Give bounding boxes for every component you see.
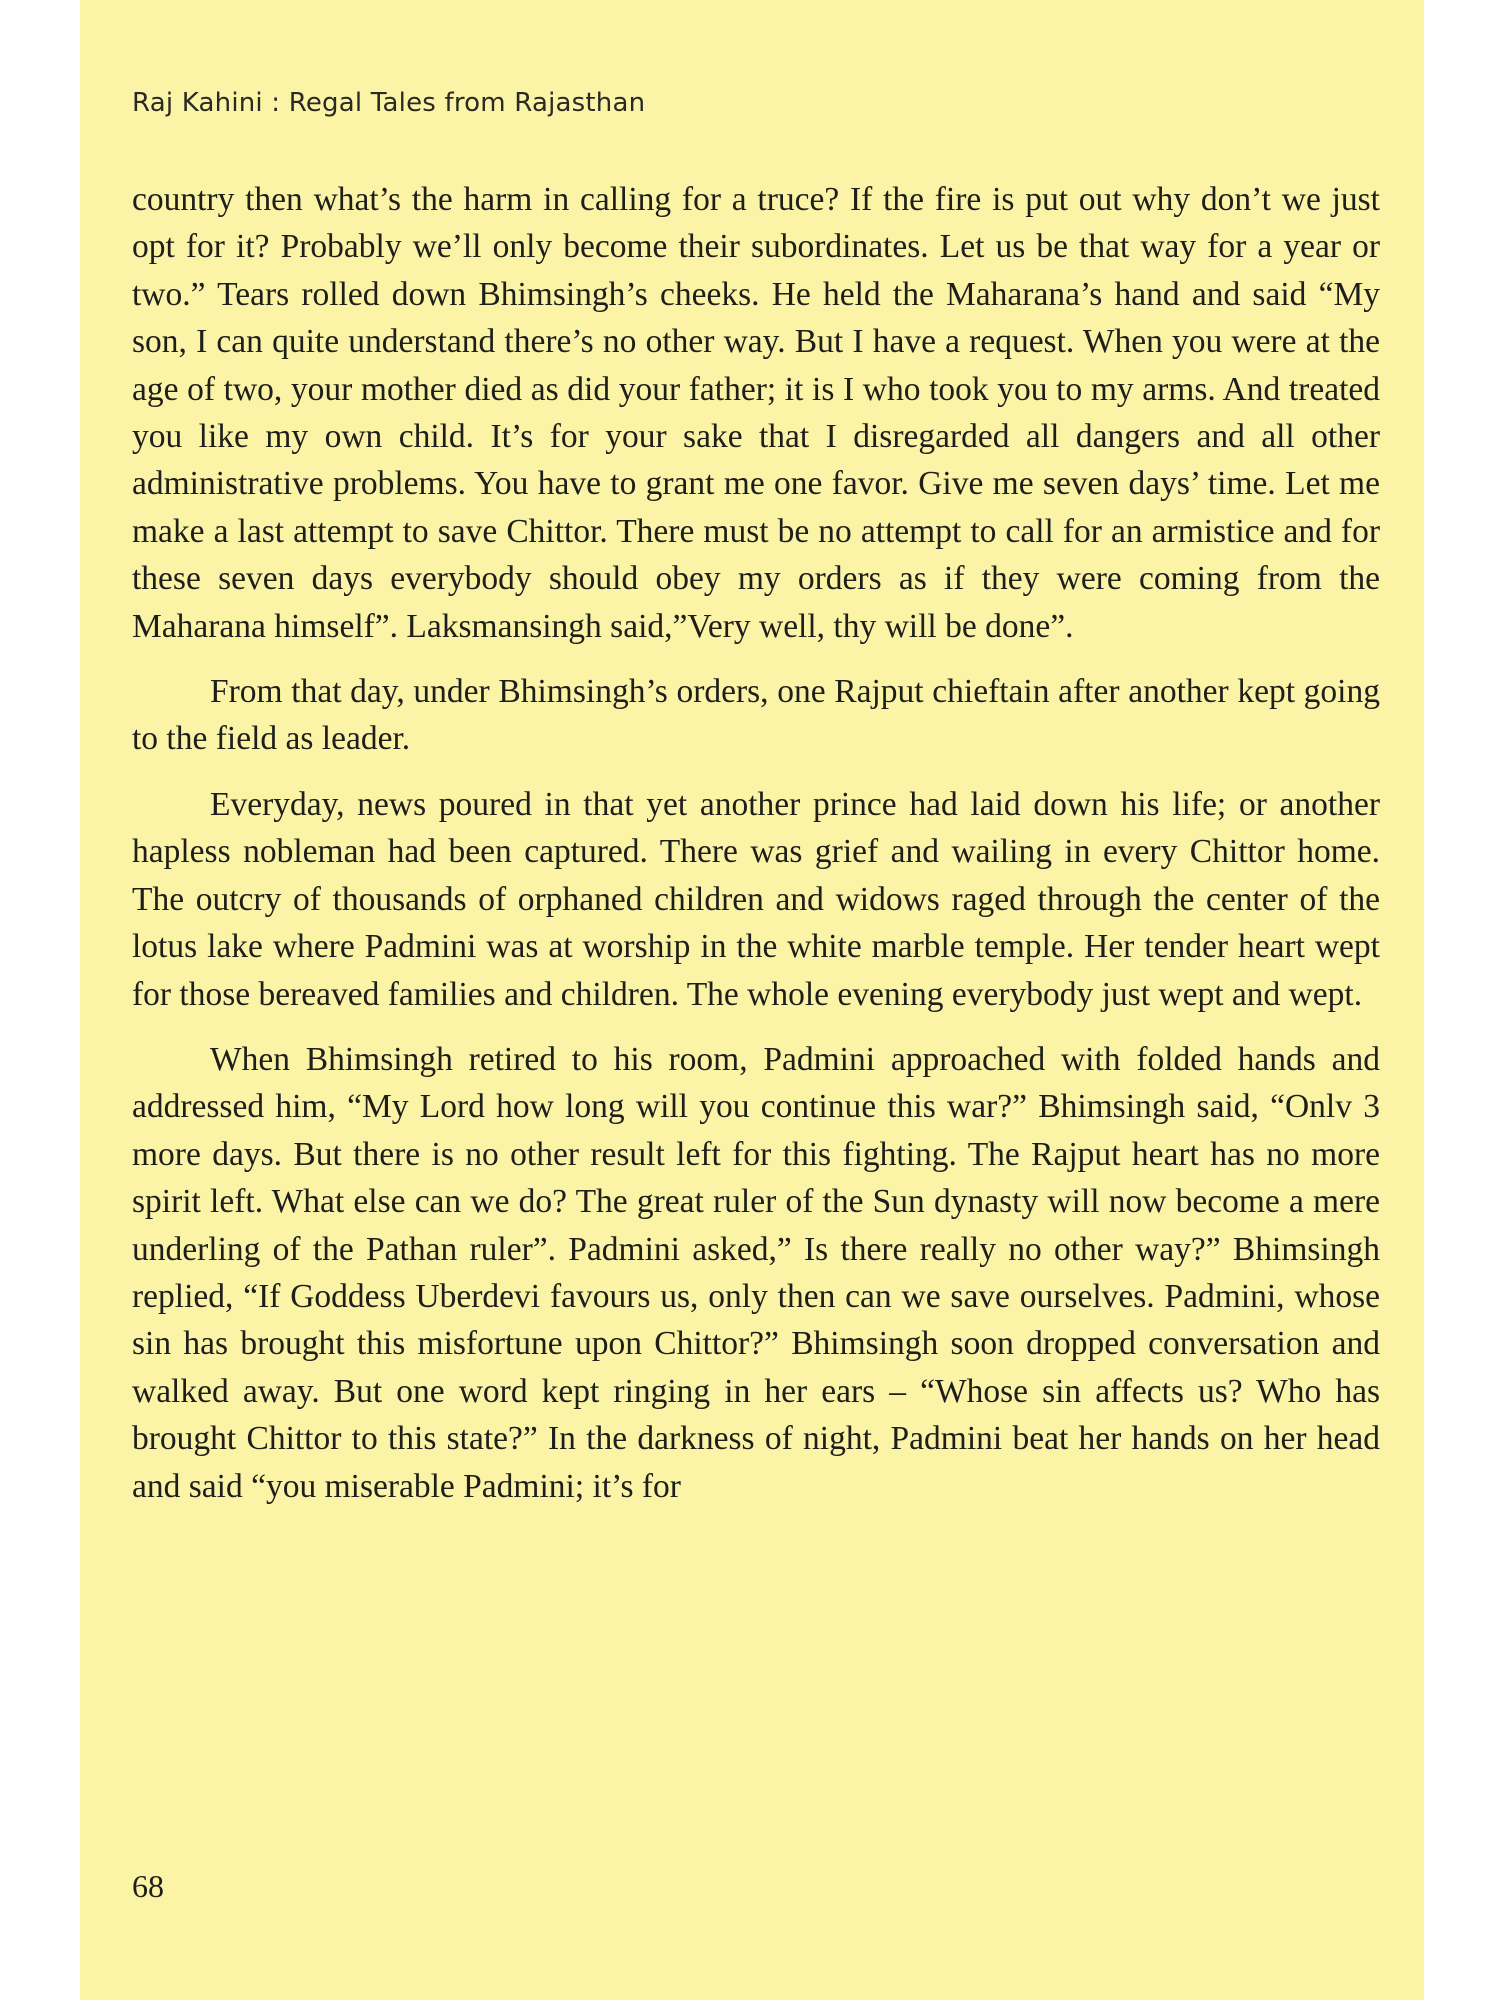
paragraph: From that day, under Bhimsingh’s orders, one Rajput chieftain after another kept going to the field as leader. xyxy=(132,673,1380,758)
body-text xyxy=(132,176,1380,1510)
page-number: 68 xyxy=(132,1868,164,1904)
running-header: Raj Kahini : Regal Tales from Rajasthan xyxy=(132,88,646,118)
book-page xyxy=(80,0,1424,2000)
paragraph: country then what’s the harm in calling for a truce? If the fire is put out why don’t we just opt for it? Probably we’ll only become their subordinates. Let us be that way for a year or two.” Tears rolled down Bhimsingh’s cheeks. He held the Maharana’s hand and said “My son, I can quite understand there’s no other way. But I have a request. When you were at the age of two, your mother died as did your father; it is I who took you to my arms. And treated you like my own child. It’s for your sake that I disregarded all dangers and all other administrative problems. You have to grant me one favor. Give me seven days’ time. Let me make a last attempt to save Chittor. There must be no attempt to call for an armistice and for these seven days everybody should obey my orders as if they were coming from the Maharana himself”. Laksmansingh said,”Very well, thy will be done”. xyxy=(132,181,1380,645)
paragraph: When Bhimsingh retired to his room, Padmini approached with folded hands and addressed him, “My Lord how long will you continue this war?” Bhimsingh said, “Onlv 3 more days. But there is no other result left for this fighting. The Rajput heart has no more spirit left. What else can we do? The great ruler of the Sun dynasty will now become a mere underling of the Pathan ruler”. Padmini asked,” Is there really no other way?” Bhimsingh replied, “If Goddess Uberdevi favours us, only then can we save ourselves. Padmini, whose sin has brought this misfortune upon Chittor?” Bhimsingh soon dropped conversation and walked away. But one word kept ringing in her ears – “Whose sin affects us? Who has brought Chittor to this state?” In the darkness of night, Padmini beat her hands on her head and said “you miserable Padmini; it’s for xyxy=(132,1040,1380,1505)
paragraph: Everyday, news poured in that yet another prince had laid down his life; or another hapless nobleman had been captured. There was grief and wailing in every Chittor home. The outcry of thousands of orphaned children and widows raged through the center of the lotus lake where Padmini was at worship in the white marble temple. Her tender heart wept for those bereaved families and children. The whole evening everybody just wept and wept. xyxy=(132,785,1380,1013)
